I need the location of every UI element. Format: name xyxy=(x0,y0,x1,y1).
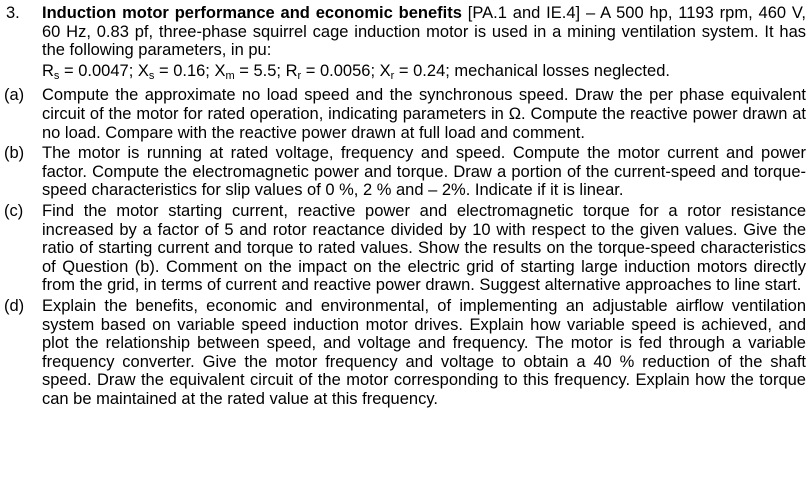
document xyxy=(0,4,806,408)
param-xm-value: = 5.5; xyxy=(234,61,286,80)
param-rs-subscript: s xyxy=(53,69,60,82)
question-header xyxy=(0,4,806,60)
param-xr-symbol: X xyxy=(379,61,391,80)
param-rs-value: = 0.0047; xyxy=(59,61,138,80)
param-rr-value: = 0.0056; xyxy=(301,61,380,80)
part-a xyxy=(0,86,806,142)
param-xs-subscript: s xyxy=(148,69,155,82)
param-xm-symbol: X xyxy=(214,61,226,80)
part-c-label: (c) xyxy=(4,201,24,220)
part-d xyxy=(0,297,806,409)
part-a-label: (a) xyxy=(4,86,25,105)
param-xr-value: = 0.24; mechanical losses neglected. xyxy=(394,61,670,80)
param-xr-subscript: r xyxy=(390,69,395,82)
question-title: Induction motor performance and economic benefits xyxy=(42,4,462,22)
part-c-text: Find the motor starting current, reactive power and electromagnetic torque for a rotor resistance increased by a factor of 5 and rotor reactance divided by 10 with respect to the given values. Give the ratio of starting current and torque to rated values. Show the results on the torque-speed characteristics of Question (b). Comment on the impact on the electric grid of starting large induction motors directly from the grid, in terms of current and reactive power drawn. Suggest alternative approaches to line start. xyxy=(42,201,806,295)
part-b-label: (b) xyxy=(4,144,25,163)
param-xm-subscript: m xyxy=(225,69,235,82)
part-d-label: (d) xyxy=(4,296,25,315)
param-rs-symbol: R xyxy=(42,61,54,80)
question-number: 3. xyxy=(6,4,20,22)
part-a-text: Compute the approximate no load speed and the synchronous speed. Draw the per phase equivalent circuit of the motor for rated operation, indicating parameters in Ω. Compute the reactive power drawn at no load. Compare with the reactive power drawn at full load and comment. xyxy=(42,86,806,142)
param-xs-symbol: X xyxy=(137,61,149,80)
part-b-text: The motor is running at rated voltage, frequency and speed. Compute the motor current and power factor. Compute the electromagnetic power and torque. Draw a portion of the current-speed and torque-speed characteristics for slip values of 0 %, 2 % and – 2%. Indicate if it is linear. xyxy=(42,144,806,200)
part-c xyxy=(0,202,806,295)
param-rr-symbol: R xyxy=(285,61,298,80)
param-rr-subscript: r xyxy=(297,69,302,82)
parameter-line xyxy=(0,62,806,83)
param-xs-value: = 0.16; xyxy=(154,61,215,80)
part-b xyxy=(0,144,806,200)
part-d-text: Explain the benefits, economic and environmental, of implementing an adjustable airflow ventilation system based on variable speed induction motor drives. Explain how variable speed is achieved, and plot the relationship between speed, and voltage and frequency. The motor is fed through a variable frequency converter. Give the motor frequency and voltage to obtain a 40 % reduction of the shaft speed. Draw the equivalent circuit of the motor corresponding to this frequency. Explain how the torque can be maintained at the rated value at this frequency. xyxy=(42,296,806,408)
question-intro: [PA.1 and IE.4] – A 500 hp, 1193 rpm, 460 V, 60 Hz, 0.83 pf, three-phase squirrel cage induction motor is used in a mining ventilation system. It has the following parameters, in pu: xyxy=(42,4,806,60)
